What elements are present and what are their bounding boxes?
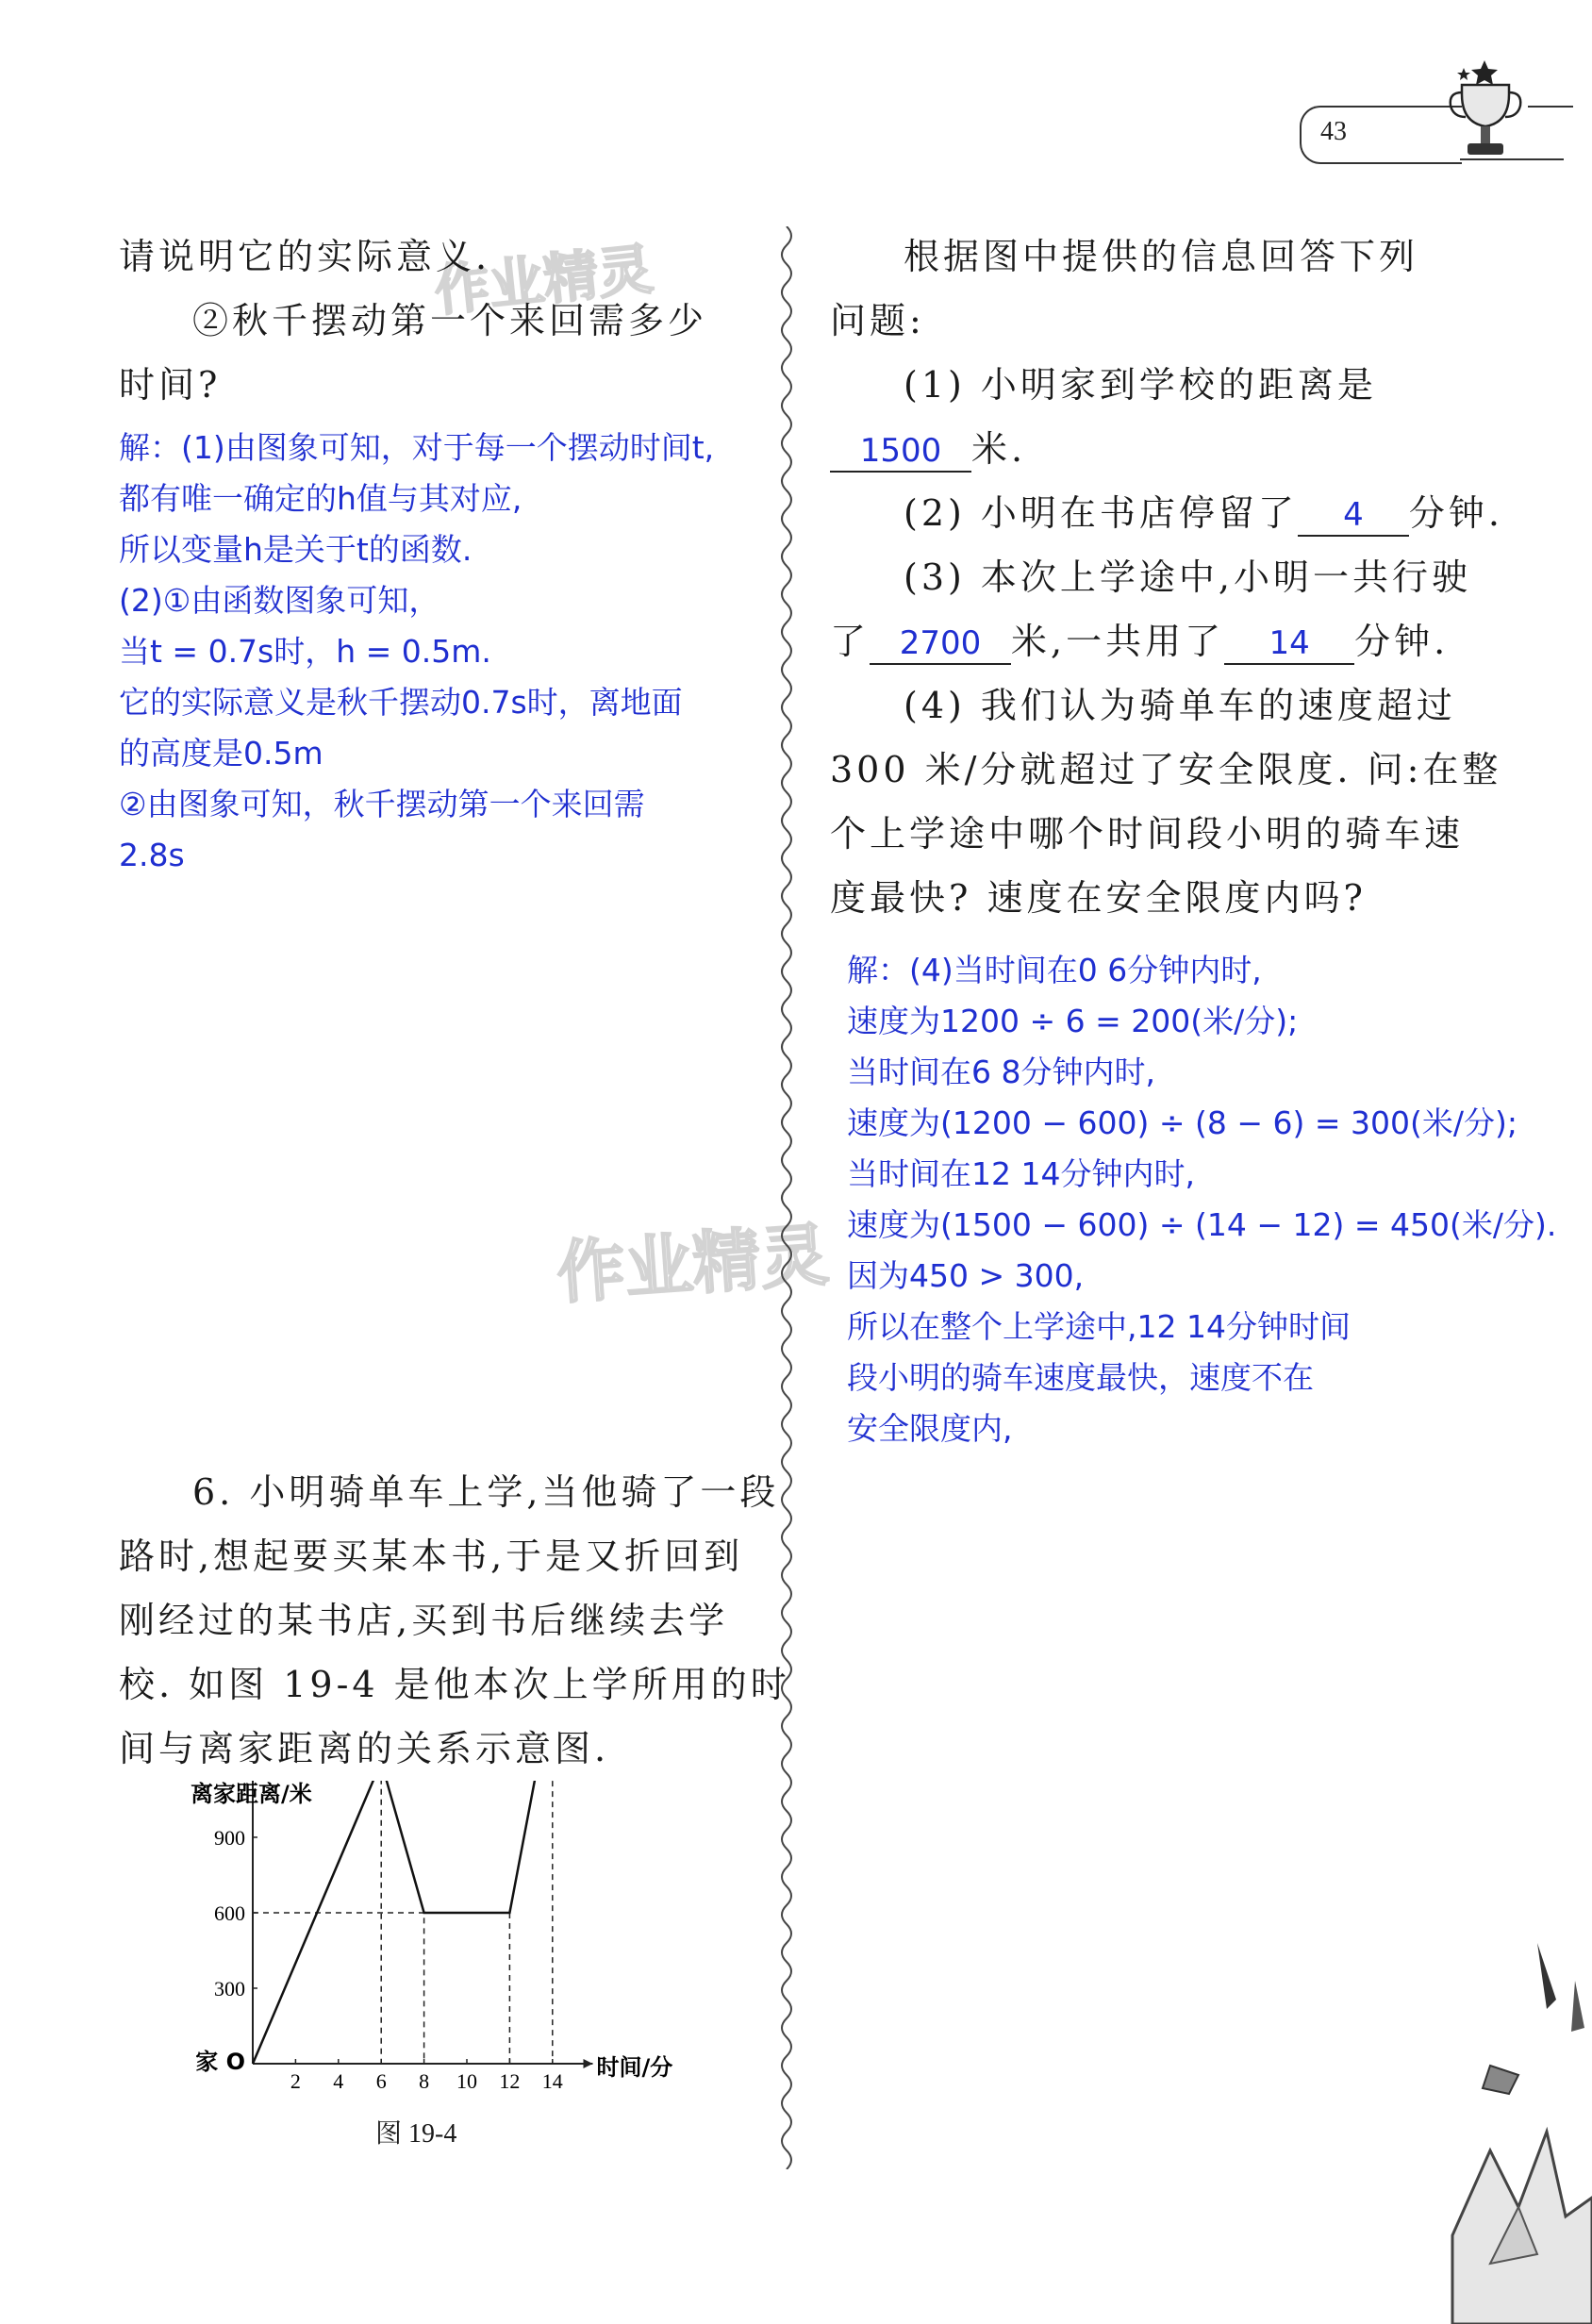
answer-line: 因为450 > 300,	[847, 1257, 1085, 1294]
text-line: 根据图中提供的信息回答下列	[904, 236, 1419, 277]
answer-blank: 14	[1224, 623, 1354, 665]
unit-text: 分钟.	[1354, 621, 1450, 662]
answer-line: 所以在整个上学途中,12 14分钟时间	[847, 1308, 1351, 1345]
question-text: 米,一共用了	[1011, 621, 1225, 662]
y-tick-label: 300	[214, 1976, 245, 2000]
answer-line: 当t = 0.7s时，h = 0.5m.	[119, 633, 491, 670]
decorative-stars-illustration	[1434, 1924, 1592, 2324]
right-column-text	[830, 224, 1504, 930]
answer-line: 速度为1200 ÷ 6 = 200(米/分);	[847, 1003, 1299, 1039]
answer-line: 解：(1)由图象可知，对于每一个摆动时间t,	[119, 429, 715, 466]
text-line: 间与离家距离的关系示意图.	[119, 1728, 610, 1769]
x-tick-label: 14	[541, 2069, 563, 2093]
question-1-answer-line	[830, 417, 1490, 481]
text-line: 300 米/分就超过了安全限度. 问:在整	[830, 749, 1502, 790]
answer-line: 当时间在12 14分钟内时,	[847, 1155, 1195, 1192]
y-tick-label: 600	[214, 1901, 245, 1925]
problem-6	[119, 1460, 790, 1781]
origin-label: 家 O	[195, 2049, 245, 2075]
answer-line: 解：(4)当时间在0 6分钟内时,	[847, 952, 1262, 988]
text-line: 时间?	[119, 364, 222, 406]
question-2	[830, 481, 1504, 545]
answer-line: 它的实际意义是秋千摆动0.7s时，离地面	[119, 684, 683, 721]
answer-line: 段小明的骑车速度最快，速度不在	[847, 1359, 1314, 1396]
answer-line: 都有唯一确定的h值与其对应,	[119, 480, 522, 517]
left-column-text	[119, 224, 760, 417]
text-line: 个上学途中哪个时间段小明的骑车速	[830, 813, 1465, 855]
text-line: 校. 如图 19-4 是他本次上学所用的时	[119, 1664, 790, 1705]
y-tick-label: 900	[214, 1825, 245, 1850]
text-line: 路时,想起要买某本书,于是又折回到	[119, 1536, 744, 1577]
x-tick-label: 4	[333, 2069, 344, 2093]
question-text: (2) 小明在书店停留了	[904, 492, 1298, 534]
answer-line: 当时间在6 8分钟内时,	[847, 1054, 1155, 1090]
text-line: ②秋千摆动第一个来回需多少	[192, 300, 708, 341]
text-line: 度最快? 速度在安全限度内吗?	[830, 877, 1367, 919]
left-answer	[119, 423, 714, 881]
column-divider	[773, 226, 800, 2169]
text-line: 请说明它的实际意义.	[119, 236, 491, 277]
text-line: 6. 小明骑单车上学,当他骑了一段	[192, 1471, 780, 1513]
answer-blank: 4	[1298, 495, 1409, 537]
x-tick-label: 12	[499, 2069, 521, 2093]
x-tick-label: 8	[419, 2069, 430, 2093]
x-tick-label: 6	[375, 2069, 387, 2093]
text-line: 问题:	[830, 300, 925, 341]
watermark: 作业精灵	[554, 1215, 832, 1313]
answer-line: (2)①由函数图象可知，	[119, 582, 440, 619]
answer-line: 的高度是0.5m	[119, 735, 323, 772]
answer-line: 安全限度内,	[847, 1410, 1013, 1447]
x-tick-label: 2	[290, 2069, 301, 2093]
header-rule-top	[1528, 106, 1573, 108]
guide-line	[253, 1913, 424, 2064]
x-axis-label: 时间/分	[596, 2054, 673, 2081]
question-4: (4) 我们认为骑单车的速度超过	[904, 685, 1456, 726]
distance-series-line	[253, 1781, 553, 2064]
answer-line: ②由图象可知，秋千摆动第一个来回需	[119, 786, 645, 822]
answer-blank: 2700	[870, 623, 1011, 665]
answer-line: 速度为(1500 − 600) ÷ (14 − 12) = 450(米/分).	[847, 1206, 1557, 1243]
x-tick-label: 10	[456, 2069, 477, 2093]
answer-line: 2.8s	[119, 837, 185, 873]
guide-line	[253, 1781, 553, 2064]
right-answer	[847, 945, 1556, 1454]
watermark: 作业精灵	[431, 237, 656, 324]
answer-line: 速度为(1200 − 600) ÷ (8 − 6) = 300(米/分);	[847, 1104, 1517, 1141]
question-text: 了	[830, 621, 871, 662]
page-number: 43	[1320, 117, 1347, 146]
unit-text: 米.	[971, 428, 1027, 470]
unit-text: 分钟.	[1408, 492, 1504, 534]
question-3: (3) 本次上学途中,小明一共行驶	[904, 556, 1471, 598]
question-3-answer-line	[830, 609, 1490, 673]
figure-caption: 图 19-4	[375, 2119, 457, 2149]
x-axis-arrow	[584, 2059, 593, 2068]
distance-time-chart	[170, 1781, 698, 2101]
trophy-icon	[1443, 57, 1528, 170]
text-line: 刚经过的某书店,买到书后继续去学	[119, 1600, 729, 1641]
y-axis-label: 离家距离/米	[191, 1781, 312, 1807]
answer-blank: 1500	[830, 431, 971, 473]
question-1: (1) 小明家到学校的距离是	[904, 364, 1377, 406]
answer-line: 所以变量h是关于t的函数.	[119, 531, 473, 568]
